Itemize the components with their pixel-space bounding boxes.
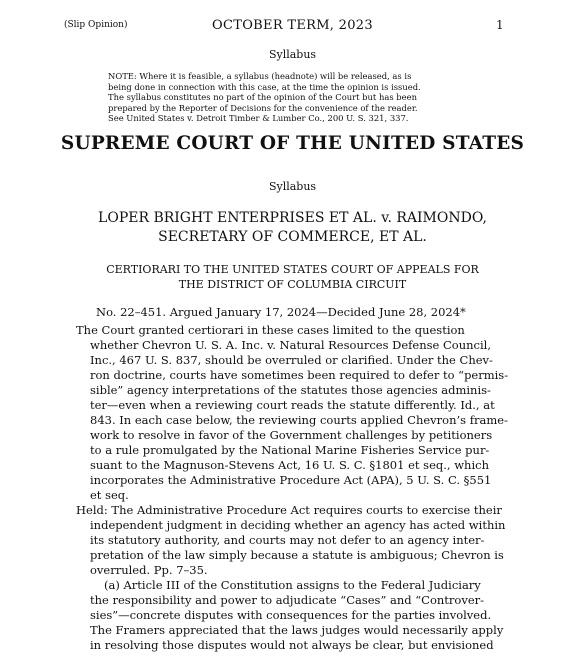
syllabus-heading-2: Syllabus [268, 180, 317, 193]
note-line: The syllabus constitutes no part of the opinion of the Court but has been [108, 92, 417, 103]
note-line: prepared by the Reporter of Decisions for the convenience of the reader. [108, 102, 418, 113]
body-line: overruled. Pp. 7–35. [90, 563, 208, 577]
body-line: ter—even when a reviewing court reads the statute differently. Id., at [90, 398, 495, 412]
body-line: Held: The Administrative Procedure Act requires courts to exercise their [76, 503, 502, 517]
body-line: suant to the Magnuson-Stevens Act, 16 U. S. C. §1801 et seq., which [90, 458, 489, 472]
body-line: to a rule promulgated by the National Marine Fisheries Service pur- [90, 443, 490, 457]
body-line: (a) Article III of the Constitution assigns to the Federal Judiciary [104, 578, 481, 592]
body-line: the responsibility and power to adjudicate “Cases” and “Controver- [90, 593, 485, 607]
reporter-note [108, 71, 421, 124]
note-line: See United States v. Detroit Timber & Lumber Co., 200 U. S. 321, 337. [108, 113, 409, 124]
body-line: et seq. [90, 488, 129, 502]
body-line: work to resolve in favor of the Government challenges by petitioners [90, 428, 493, 442]
term-heading: OCTOBER TERM, 2023 [212, 18, 373, 33]
case-title-line: SECRETARY OF COMMERCE, ET AL. [158, 229, 427, 245]
body-line: The Court granted certiorari in these cases limited to the question [76, 323, 465, 337]
body-line: The Framers appreciated that the laws judges would necessarily apply [90, 623, 504, 637]
body-line: whether Chevron U. S. A. Inc. v. Natural Resources Defense Council, [90, 338, 491, 352]
case-title-line: LOPER BRIGHT ENTERPRISES ET AL. v. RAIMONDO, [98, 210, 487, 226]
body-line: independent judgment in deciding whether an agency has acted within [90, 518, 506, 532]
body-line: incorporates the Administrative Procedure Act (APA), 5 U. S. C. §551 [90, 473, 492, 487]
slip-opinion-label: (Slip Opinion) [64, 20, 128, 30]
body-line: in resolving those disputes would not always be clear, but envisioned [90, 638, 494, 652]
note-line: NOTE: Where it is feasible, a syllabus (headnote) will be released, as is [108, 71, 412, 81]
body-line: 843. In each case below, the reviewing courts applied Chevron’s frame- [90, 413, 508, 427]
body-line: its statutory authority, and courts may not defer to an agency inter- [90, 533, 485, 547]
certiorari-line: THE DISTRICT OF COLUMBIA CIRCUIT [178, 277, 407, 291]
note-line: being done in connection with this case, at the time the opinion is issued. [108, 81, 421, 92]
case-title [0, 209, 585, 247]
body-line: sible” agency interpretations of the statutes those agencies adminis- [90, 383, 491, 397]
syllabus-heading: Syllabus [268, 48, 317, 61]
page-number: 1 [496, 18, 504, 32]
body-line: sies”—concrete disputes with consequences for the parties involved. [90, 608, 492, 622]
court-name: SUPREME COURT OF THE UNITED STATES [60, 133, 525, 154]
certiorari-heading [0, 263, 585, 292]
body-line: pretation of the law simply because a statute is ambiguous; Chevron is [90, 548, 504, 562]
body-line: Inc., 467 U. S. 837, should be overruled or clarified. Under the Chev- [90, 353, 493, 367]
docket-line: No. 22–451. Argued January 17, 2024—Decided June 28, 2024* [96, 305, 466, 319]
body-line: ron doctrine, courts have sometimes been required to defer to “permis- [90, 368, 509, 382]
certiorari-line: CERTIORARI TO THE UNITED STATES COURT OF APPEALS FOR [106, 263, 479, 276]
